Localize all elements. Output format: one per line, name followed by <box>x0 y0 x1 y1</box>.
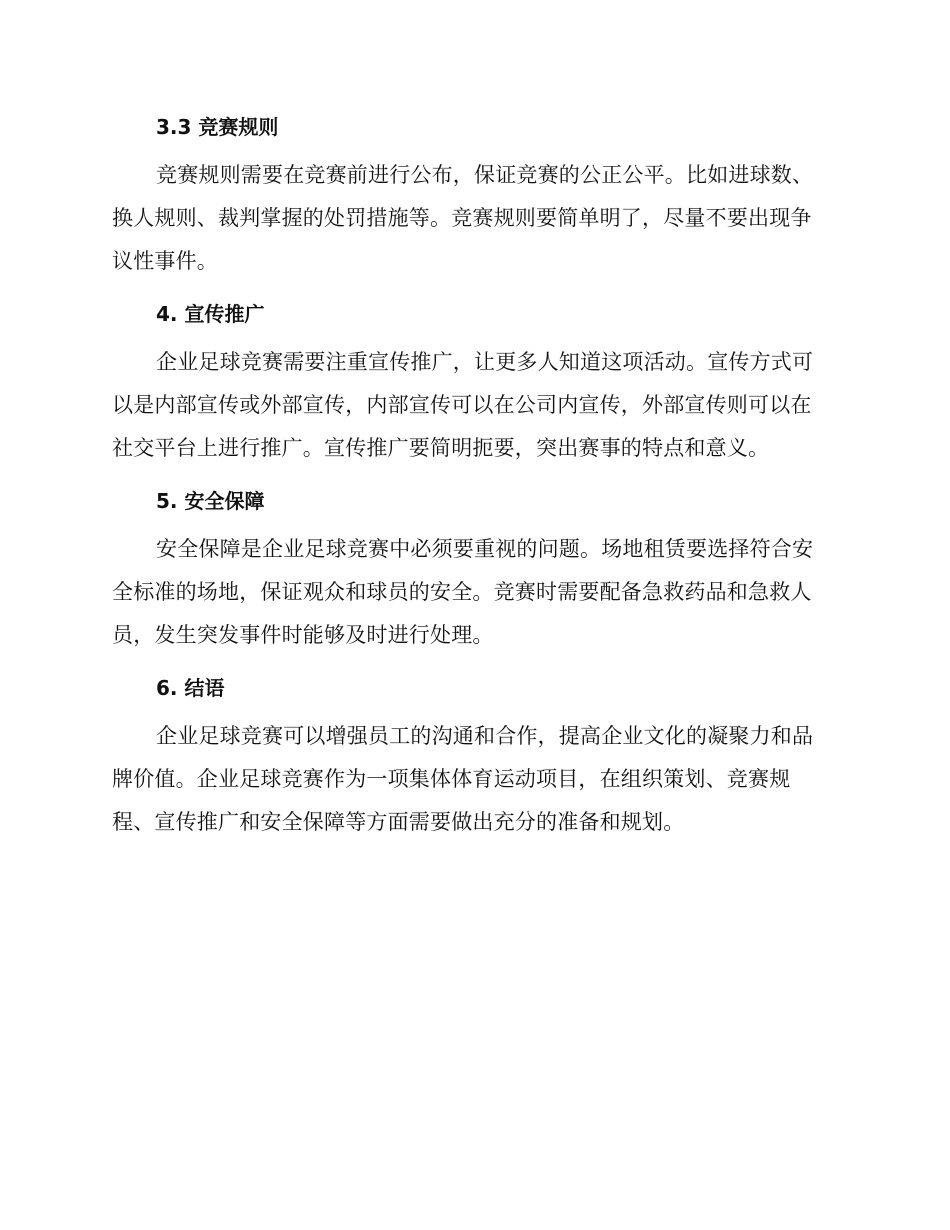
section-heading: 3.3 竞赛规则 <box>156 115 279 139</box>
section-competition-rules <box>112 106 832 283</box>
section-heading: 6. 结语 <box>156 676 225 700</box>
section-paragraph: 安全保障是企业足球竞赛中必须要重视的问题。场地租赁要选择符合安全标准的场地，保证观众和球员的安全。竞赛时需要配备急救药品和急救人员，发生突发事件时能够及时进行处理。 <box>112 537 814 647</box>
section-safety <box>112 480 832 657</box>
section-heading: 5. 安全保障 <box>156 489 265 513</box>
section-conclusion <box>112 667 832 844</box>
section-heading: 4. 宣传推广 <box>156 302 265 326</box>
section-promotion <box>112 293 832 470</box>
section-paragraph: 企业足球竞赛需要注重宣传推广，让更多人知道这项活动。宣传方式可以是内部宣传或外部宣传，内部宣传可以在公司内宣传，外部宣传则可以在社交平台上进行推广。宣传推广要简明扼要，突出赛事的特点和意义。 <box>112 350 814 460</box>
document-content <box>112 106 832 852</box>
section-paragraph: 企业足球竞赛可以增强员工的沟通和合作，提高企业文化的凝聚力和品牌价值。企业足球竞赛作为一项集体体育运动项目，在组织策划、竞赛规程、宣传推广和安全保障等方面需要做出充分的准备和规划。 <box>112 724 814 834</box>
section-paragraph: 竞赛规则需要在竞赛前进行公布，保证竞赛的公正公平。比如进球数、换人规则、裁判掌握的处罚措施等。竞赛规则要简单明了，尽量不要出现争议性事件。 <box>112 163 814 273</box>
